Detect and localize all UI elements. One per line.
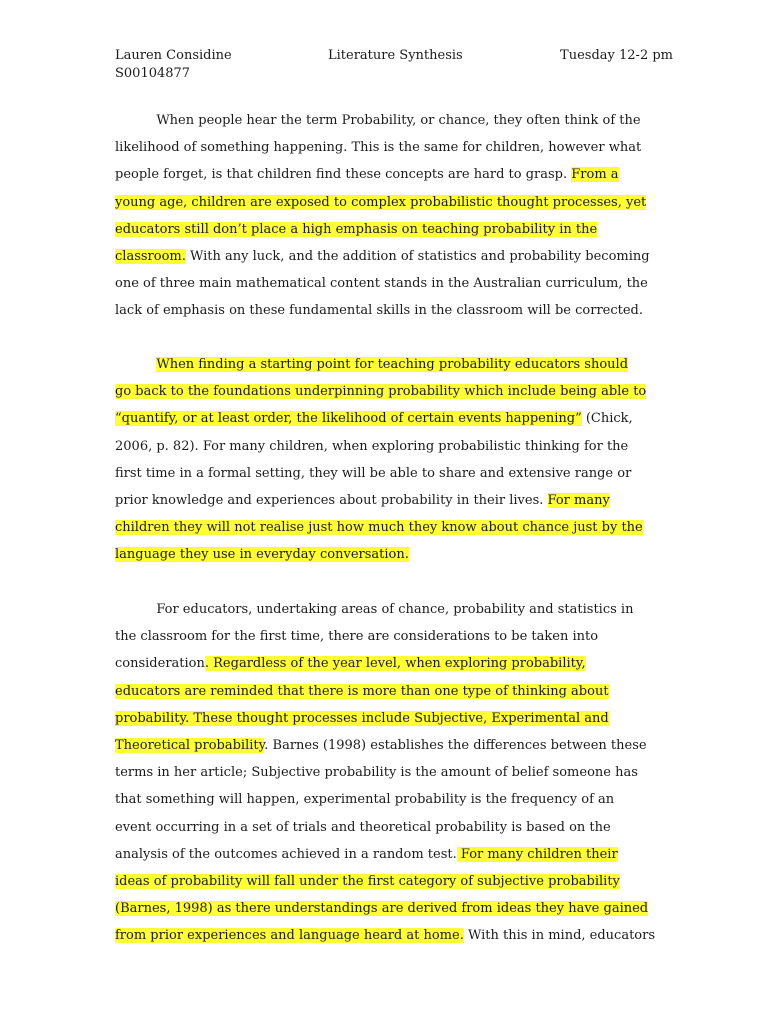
text-line xyxy=(115,351,655,378)
text-line xyxy=(115,243,655,270)
paragraph-3 xyxy=(115,596,655,949)
text-line xyxy=(115,297,655,324)
text-line xyxy=(115,378,655,405)
text-line xyxy=(115,487,655,514)
text-line xyxy=(115,433,655,460)
text-line xyxy=(115,514,655,541)
text-segment: When people hear the term Probability, or chance, they often think of the xyxy=(115,113,641,128)
highlighted-text: For many xyxy=(547,492,610,508)
highlighted-text: go back to the foundations underpinning probability which include being able to xyxy=(115,384,647,400)
student-id: S00104877 xyxy=(115,66,191,81)
highlighted-text: children they will not realise just how much they know about chance just by the xyxy=(115,520,643,536)
highlighted-text: From a xyxy=(571,167,619,183)
text-line xyxy=(115,541,655,568)
text-segment: lack of emphasis on these fundamental skills in the classroom will be corrected. xyxy=(115,303,644,319)
text-line xyxy=(115,814,655,841)
text-segment: event occurring in a set of trials and theoretical probability is based on the xyxy=(115,819,611,835)
highlighted-text: educators still don’t place a high emphasis on teaching probability in the xyxy=(115,221,598,237)
text-line xyxy=(115,405,655,432)
highlighted-text: probability. These thought processes include Subjective, Experimental and xyxy=(115,710,609,726)
paragraph-1 xyxy=(115,107,655,325)
text-line xyxy=(115,134,655,161)
highlighted-text: young age, children are exposed to complex probabilistic thought processes, yet xyxy=(115,194,647,210)
text-line xyxy=(115,841,655,868)
highlighted-text: “quantify, or at least order, the likelihood of certain events happening” xyxy=(115,411,582,427)
page-header xyxy=(115,47,675,65)
text-segment xyxy=(115,357,156,372)
highlighted-text: ideas of probability will fall under the first category of subjective probability xyxy=(115,873,620,889)
highlighted-text: For many children their xyxy=(456,846,618,862)
author-name: Lauren Considine xyxy=(115,48,232,63)
highlighted-text: from prior experiences and language heard at home. xyxy=(115,928,464,944)
text-segment: one of three main mathematical content stands in the Australian curriculum, the xyxy=(115,276,648,292)
text-segment: first time in a formal setting, they will be able to share and extensive range or xyxy=(115,465,632,481)
text-segment: 2006, p. 82). For many children, when exploring probabilistic thinking for the xyxy=(115,438,629,454)
document-title: Literature Synthesis xyxy=(328,48,463,63)
text-line xyxy=(115,650,655,677)
text-segment: With this in mind, educators xyxy=(463,928,656,944)
paragraph-2 xyxy=(115,351,655,569)
highlighted-text: . Regardless of the year level, when exploring probability, xyxy=(204,656,586,672)
text-line xyxy=(115,732,655,759)
text-line xyxy=(115,895,655,922)
highlighted-text: educators are reminded that there is more than one type of thinking about xyxy=(115,683,609,699)
text-line xyxy=(115,596,655,623)
text-segment: that something will happen, experimental probability is the frequency of an xyxy=(115,792,615,808)
highlighted-text: (Barnes, 1998) as there understandings are derived from ideas they have gained xyxy=(115,901,649,917)
class-session: Tuesday 12-2 pm xyxy=(560,48,673,63)
text-segment: With any luck, and the addition of statistics and probability becoming xyxy=(185,248,650,264)
text-segment: (Chick, xyxy=(581,411,633,427)
text-line xyxy=(115,189,655,216)
highlighted-text: language they use in everyday conversation. xyxy=(115,547,409,563)
highlighted-text: When finding a starting point for teaching probability educators should xyxy=(156,357,629,372)
text-line xyxy=(115,270,655,297)
text-line xyxy=(115,161,655,188)
text-line xyxy=(115,705,655,732)
text-segment: consideration xyxy=(115,656,205,672)
text-line xyxy=(115,623,655,650)
text-segment: analysis of the outcomes achieved in a random test. xyxy=(115,846,457,862)
text-line xyxy=(115,460,655,487)
text-line xyxy=(115,786,655,813)
text-segment: . Barnes (1998) establishes the differences between these xyxy=(264,737,647,753)
text-line xyxy=(115,107,655,134)
text-line xyxy=(115,759,655,786)
highlighted-text: classroom. xyxy=(115,248,186,264)
text-segment: terms in her article; Subjective probability is the amount of belief someone has xyxy=(115,765,638,781)
text-line xyxy=(115,922,655,949)
text-segment: the classroom for the first time, there are considerations to be taken into xyxy=(115,629,599,645)
text-line xyxy=(115,678,655,705)
highlighted-text: Theoretical probability xyxy=(115,737,265,753)
text-segment: For educators, undertaking areas of chance, probability and statistics in xyxy=(115,602,634,617)
text-segment: prior knowledge and experiences about probability in their lives. xyxy=(115,492,548,508)
text-line xyxy=(115,868,655,895)
text-line xyxy=(115,216,655,243)
text-segment: likelihood of something happening. This is the same for children, however what xyxy=(115,140,642,156)
text-segment: people forget, is that children find these concepts are hard to grasp. xyxy=(115,167,572,183)
